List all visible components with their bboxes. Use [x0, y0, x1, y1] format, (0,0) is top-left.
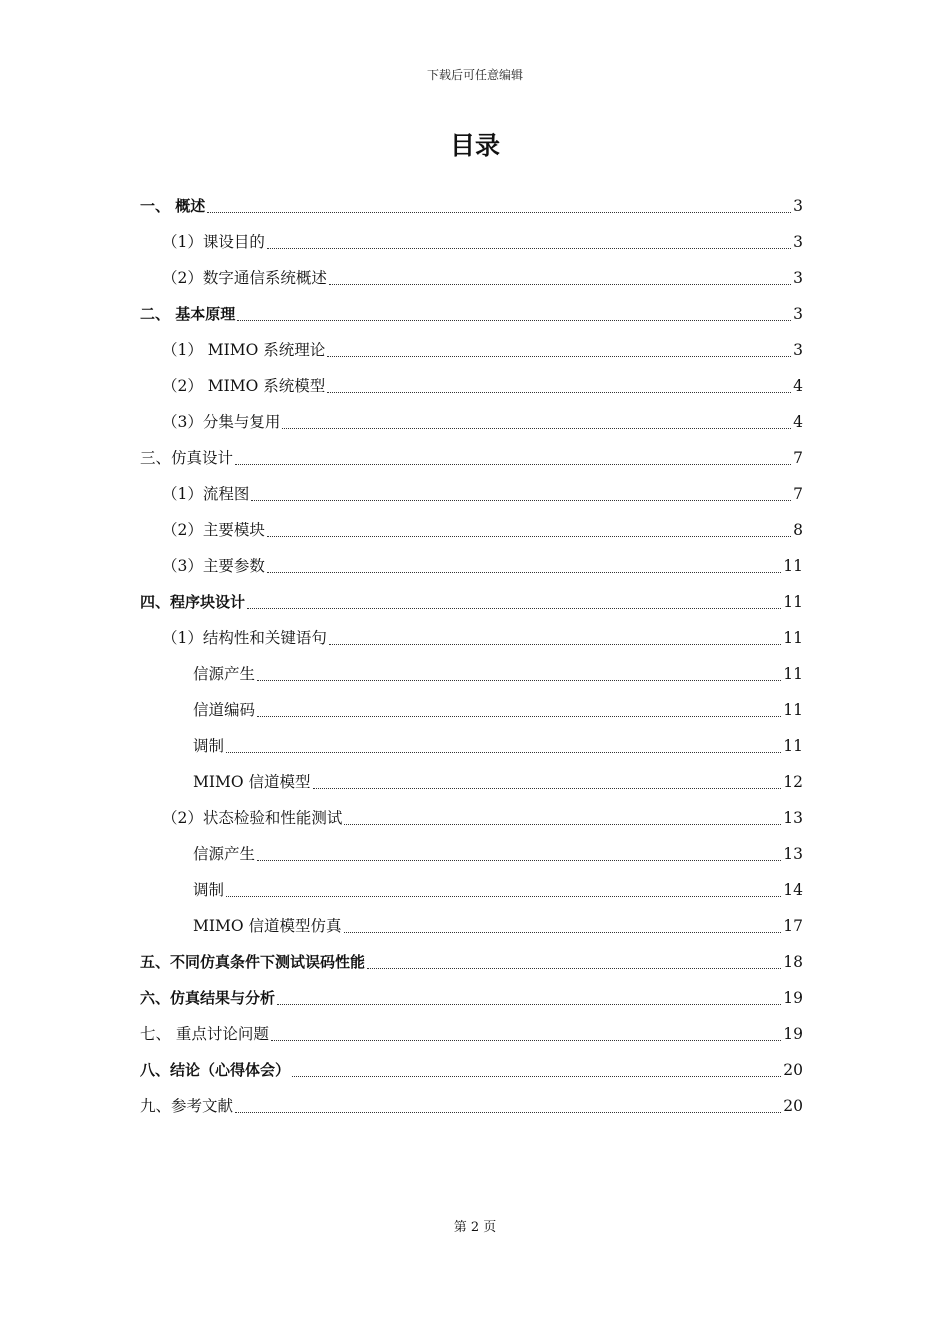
toc-dot-leader [207, 212, 791, 213]
toc-entry-label: （2）数字通信系统概述 [162, 269, 327, 287]
toc-entry-page-number: 18 [783, 953, 803, 971]
toc-entry[interactable] [140, 1088, 803, 1124]
toc-entry-label: （3）主要参数 [162, 557, 265, 575]
toc-entry-label: MIMO 信道模型 [193, 773, 311, 791]
toc-entry-label: （1）流程图 [162, 485, 250, 503]
toc-entry[interactable] [140, 188, 803, 224]
toc-entry-label: （3）分集与复用 [162, 413, 281, 431]
toc-dot-leader [247, 608, 781, 609]
toc-entry-label: 八、结论（心得体会） [140, 1061, 291, 1079]
toc-entry-label: 九、参考文献 [140, 1097, 234, 1115]
toc-entry-label: （1）课设目的 [162, 233, 265, 251]
toc-entry-label: 调制 [193, 881, 225, 899]
toc-dot-leader [257, 716, 781, 717]
toc-entry-page-number: 3 [793, 305, 803, 323]
toc-entry-label: MIMO 信道模型仿真 [193, 917, 342, 935]
toc-entry-label: 五、不同仿真条件下测试误码性能 [140, 953, 366, 971]
toc-entry-page-number: 14 [783, 881, 803, 899]
toc-dot-leader [226, 896, 781, 897]
toc-dot-leader [344, 932, 782, 933]
toc-entry-page-number: 11 [783, 557, 803, 575]
page-footer: 第 2 页 [453, 1220, 497, 1235]
toc-dot-leader [292, 1076, 781, 1077]
toc-entry[interactable] [140, 404, 803, 440]
toc-entry-label: 四、程序块设计 [140, 593, 246, 611]
toc-entry[interactable] [140, 1016, 803, 1052]
toc-entry[interactable] [140, 800, 803, 836]
toc-entry[interactable] [140, 368, 803, 404]
toc-entry-page-number: 11 [783, 665, 803, 683]
toc-dot-leader [257, 860, 781, 861]
table-of-contents [140, 188, 803, 1124]
toc-dot-leader [344, 824, 781, 825]
toc-entry-page-number: 11 [783, 701, 803, 719]
toc-entry-label: （2）状态检验和性能测试 [162, 809, 343, 827]
toc-dot-leader [367, 968, 781, 969]
toc-entry-label: （1）结构性和关键语句 [162, 629, 327, 647]
toc-entry[interactable] [140, 548, 803, 584]
toc-entry-label: 三、仿真设计 [140, 449, 234, 467]
toc-dot-leader [282, 428, 791, 429]
toc-entry-label: （2） MIMO 系统模型 [162, 377, 326, 395]
toc-dot-leader [327, 392, 791, 393]
toc-dot-leader [235, 1112, 781, 1113]
toc-entry-page-number: 13 [783, 809, 803, 827]
toc-entry-page-number: 20 [783, 1061, 803, 1079]
toc-dot-leader [237, 320, 791, 321]
toc-entry[interactable] [140, 692, 803, 728]
toc-dot-leader [235, 464, 791, 465]
toc-dot-leader [267, 572, 781, 573]
toc-entry-page-number: 4 [793, 377, 803, 395]
toc-entry-label: 一、 概述 [140, 197, 206, 215]
toc-entry-label: （1） MIMO 系统理论 [162, 341, 326, 359]
toc-dot-leader [313, 788, 782, 789]
toc-entry[interactable] [140, 656, 803, 692]
toc-entry[interactable] [140, 980, 803, 1016]
toc-entry-page-number: 3 [793, 233, 803, 251]
toc-entry-page-number: 3 [793, 197, 803, 215]
toc-entry[interactable] [140, 908, 803, 944]
toc-dot-leader [329, 644, 781, 645]
toc-entry-page-number: 11 [783, 737, 803, 755]
toc-entry[interactable] [140, 476, 803, 512]
toc-entry-label: 二、 基本原理 [140, 305, 236, 323]
toc-entry[interactable] [140, 1052, 803, 1088]
toc-entry-page-number: 4 [793, 413, 803, 431]
toc-entry-page-number: 7 [793, 485, 803, 503]
toc-entry-label: 六、仿真结果与分析 [140, 989, 276, 1007]
toc-entry-page-number: 3 [793, 341, 803, 359]
toc-entry-page-number: 19 [783, 989, 803, 1007]
toc-entry[interactable] [140, 728, 803, 764]
toc-entry-page-number: 11 [783, 593, 803, 611]
toc-entry[interactable] [140, 872, 803, 908]
toc-entry-page-number: 7 [793, 449, 803, 467]
page-header: 下载后可任意编辑 [426, 68, 523, 82]
toc-entry-label: 调制 [193, 737, 225, 755]
page-title: 目录 [449, 131, 500, 160]
toc-dot-leader [251, 500, 791, 501]
toc-dot-leader [327, 356, 791, 357]
toc-entry-page-number: 8 [793, 521, 803, 539]
toc-entry[interactable] [140, 836, 803, 872]
toc-entry[interactable] [140, 440, 803, 476]
toc-entry[interactable] [140, 260, 803, 296]
toc-dot-leader [257, 680, 781, 681]
toc-entry[interactable] [140, 224, 803, 260]
toc-entry-page-number: 3 [793, 269, 803, 287]
toc-dot-leader [329, 284, 791, 285]
toc-entry[interactable] [140, 620, 803, 656]
toc-dot-leader [226, 752, 781, 753]
toc-entry-label: 信源产生 [193, 665, 256, 683]
toc-entry-page-number: 13 [783, 845, 803, 863]
toc-entry[interactable] [140, 584, 803, 620]
toc-entry[interactable] [140, 944, 803, 980]
toc-entry-page-number: 12 [783, 773, 803, 791]
toc-dot-leader [271, 1040, 781, 1041]
toc-entry-page-number: 20 [783, 1097, 803, 1115]
toc-entry-page-number: 19 [783, 1025, 803, 1043]
toc-entry-page-number: 17 [783, 917, 803, 935]
toc-dot-leader [277, 1004, 781, 1005]
toc-entry[interactable] [140, 296, 803, 332]
toc-entry[interactable] [140, 332, 803, 368]
toc-entry-label: （2）主要模块 [162, 521, 265, 539]
toc-entry[interactable] [140, 764, 803, 800]
toc-entry-label: 七、 重点讨论问题 [140, 1025, 269, 1043]
toc-entry-label: 信道编码 [193, 701, 256, 719]
toc-entry[interactable] [140, 512, 803, 548]
toc-dot-leader [267, 536, 791, 537]
toc-entry-page-number: 11 [783, 629, 803, 647]
toc-entry-label: 信源产生 [193, 845, 256, 863]
toc-dot-leader [267, 248, 791, 249]
